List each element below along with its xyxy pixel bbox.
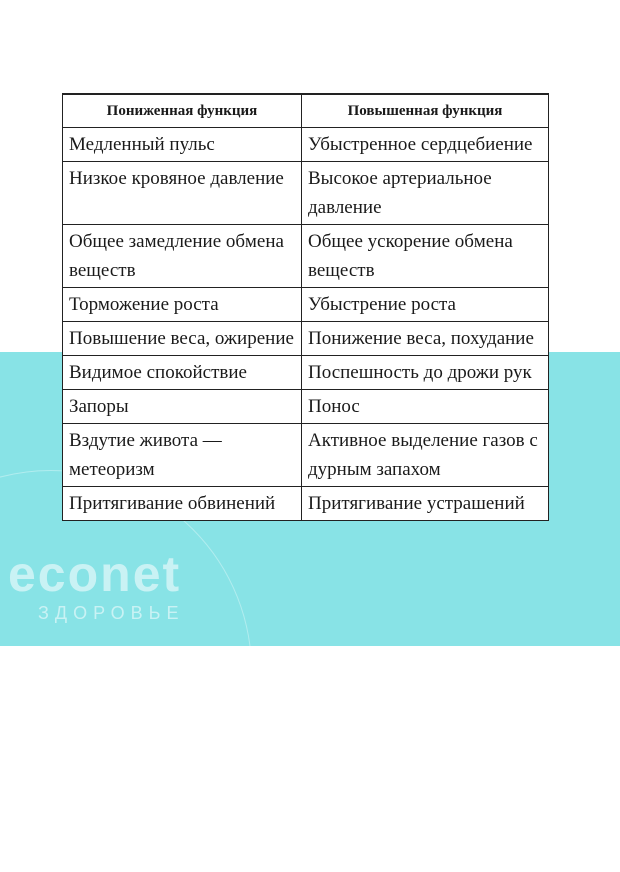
table-row bbox=[63, 288, 549, 322]
header-reduced-function: Пониженная функция bbox=[63, 94, 302, 128]
cell-increased: Убыстренное сердцебиение bbox=[302, 128, 549, 162]
cell-increased: Понижение веса, похудание bbox=[302, 322, 549, 356]
cell-increased: Убыстрение роста bbox=[302, 288, 549, 322]
cell-reduced: Низкое кровяное давление bbox=[63, 162, 302, 225]
cell-reduced: Медленный пульс bbox=[63, 128, 302, 162]
table-row bbox=[63, 487, 549, 521]
cell-reduced: Вздутие живота — метеоризм bbox=[63, 424, 302, 487]
table-row bbox=[63, 128, 549, 162]
cell-reduced: Притягивание обвинений bbox=[63, 487, 302, 521]
cell-increased: Общее ускорение обмена веществ bbox=[302, 225, 549, 288]
cell-increased: Поспешность до дрожи рук bbox=[302, 356, 549, 390]
header-increased-function: Повышенная функция bbox=[302, 94, 549, 128]
cell-reduced: Повышение веса, ожирение bbox=[63, 322, 302, 356]
table-row bbox=[63, 356, 549, 390]
watermark-subtitle: ЗДОРОВЬЕ bbox=[38, 603, 185, 623]
table-row bbox=[63, 225, 549, 288]
cell-reduced: Видимое спокойствие bbox=[63, 356, 302, 390]
function-comparison-table bbox=[62, 93, 548, 521]
watermark-brand: econet bbox=[8, 546, 182, 602]
table bbox=[62, 93, 549, 521]
cell-reduced: Торможение роста bbox=[63, 288, 302, 322]
table-row bbox=[63, 322, 549, 356]
cell-reduced: Запоры bbox=[63, 390, 302, 424]
table-row bbox=[63, 390, 549, 424]
watermark-logo bbox=[8, 548, 185, 624]
cell-increased: Активное выделение газов с дурным запахом bbox=[302, 424, 549, 487]
cell-increased: Притягивание устрашений bbox=[302, 487, 549, 521]
table-row bbox=[63, 424, 549, 487]
cell-reduced: Общее замедление обмена веществ bbox=[63, 225, 302, 288]
table-row bbox=[63, 162, 549, 225]
table-header-row bbox=[63, 94, 549, 128]
cell-increased: Понос bbox=[302, 390, 549, 424]
cell-increased: Высокое артериальное давление bbox=[302, 162, 549, 225]
